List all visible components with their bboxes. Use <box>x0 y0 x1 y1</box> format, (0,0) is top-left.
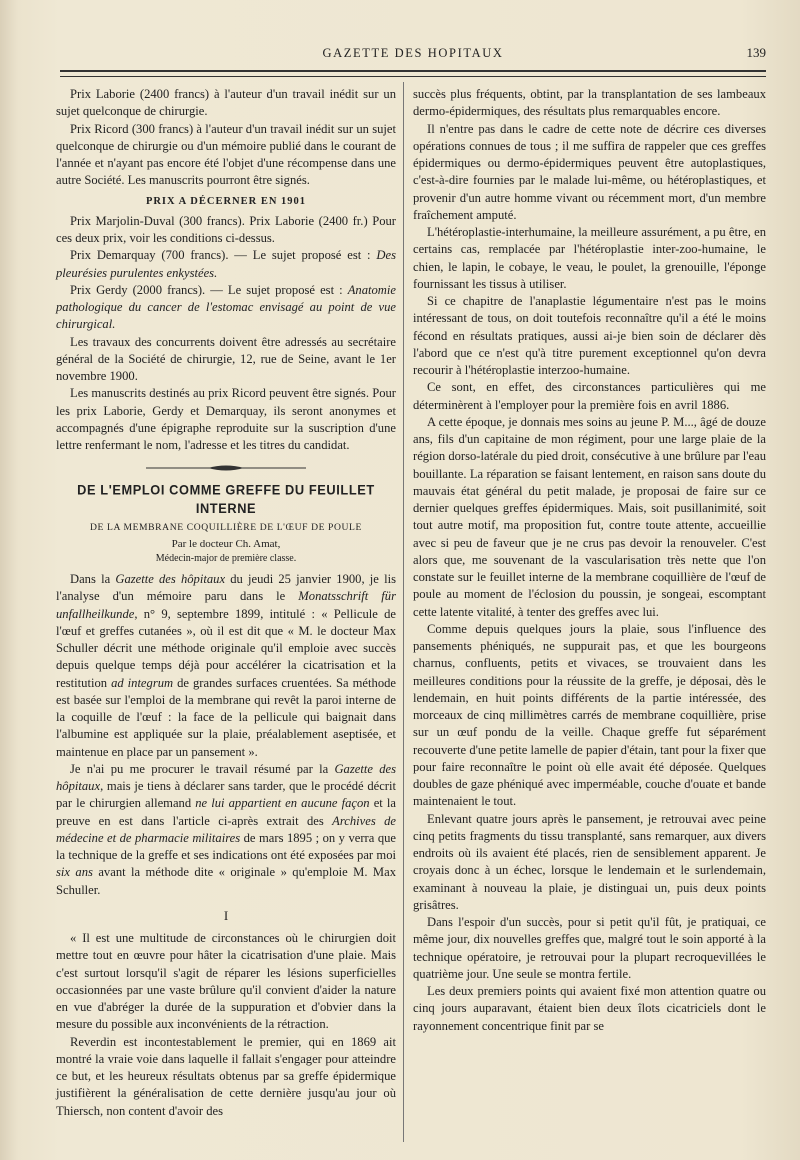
paragraph: Il n'entre pas dans le cadre de cette note de décrire ces diverses opérations connues de tous ; il me suffira de rappeler que ces greffes épidermiques ou dermo-épidermiques peuvent être autoplastiques, c'est-à-dire fournies par le malade lui-même, ou hétéroplastiques, et provenir d'un autre homme vivant ou récemment mort, d'un membre fraîchement amputé. <box>413 121 766 222</box>
paragraph: succès plus fréquents, obtint, par la transplantation de ses lambeaux dermo-épidermiques, des résultats plus remarquables encore. <box>413 87 766 119</box>
paragraph: Comme depuis quelques jours la plaie, sous l'influence des pansements phéniqués, ne suppurait pas, et que les bourgeons charnus, confluents, petits et vivaces, se trouvaient dans les meilleures conditions pour la réussite de la greffe, je déposai, dès le lendemain, en huit points différents de la partie intéressée, des morceaux de cinq millimètres carrés de membrane coquillière, prise sur un œuf pondu de la veille. Chaque greffe fut séparément recouverte d'une petite lamelle de papier d'étain, tant pour la fixer que pour faire reconnaître le point où elle avait été déposée. Quelques doubles de gaze phéniqué avec imperméable, couche d'ouate et bande maintenaient le tout. <box>413 621 766 809</box>
paragraph: Prix Demarquay (700 francs). — Le sujet proposé est : Des pleurésies purulentes enkystées. <box>56 248 396 280</box>
paragraph: Si ce chapitre de l'anaplastie légumentaire n'est pas le moins intéressant de tous, on doit toutefois reconnaître qu'il a été le moins fécond en résultats pratiques, aussi ai-je bien soin de déclarer dès l'abord que ce n'est qu'à titre purement exceptionnel qu'on devra recourir à l'hétéroplastie interzoo-humaine. <box>413 294 766 377</box>
article-byline: Par le docteur Ch. Amat, <box>171 538 281 550</box>
paragraph: Les deux premiers points qui avaient fixé mon attention quatre ou cinq jours auparavant, étaient bien deux îlots cicatriciels dont le rayonnement concentrique finit par se <box>413 984 766 1033</box>
paragraph: Les travaux des concurrents doivent être adressés au secrétaire général de la Société de chirurgie, 12, rue de Seine, avant le 1er novembre 1900. <box>56 334 396 383</box>
paragraph: L'hétéroplastie-interhumaine, la meilleure assurément, a pu être, en certains cas, remplacée par l'hétéroplastie inter-zoo-humaine, le chien, le lapin, le cobaye, le veau, le poulet, la grenouille, l'éponge fournissant les tissus à utiliser. <box>413 225 766 291</box>
paragraph: Enlevant quatre jours après le pansement, je retrouvai avec peine cinq petits fragments du tissu transplanté, sans remarquer, aux divers endroits où ils avaient été placés, rien de sensiblement apparent. Je croyais donc à un échec, lorsque le lendemain et le surlendemain, examinant à nouveau la plaie, je distinguai un, puis deux points grisâtres. <box>413 811 766 912</box>
article-title: DE L'EMPLOI COMME GREFFE DU FEUILLET INTERNE <box>77 481 375 517</box>
section-number: I <box>223 907 229 923</box>
prize-heading: PRIX A DÉCERNER EN 1901 <box>145 195 307 207</box>
page-header <box>60 44 766 66</box>
header-rule <box>60 70 766 77</box>
paragraph: Prix Gerdy (2000 francs). — Le sujet proposé est : Anatomie pathologique du cancer de l'estomac envisagé au point de vue chirurgical. <box>56 282 396 332</box>
paragraph: Je n'ai pu me procurer le travail résumé par la Gazette des hôpitaux, mais je tiens à déclarer sans tarder, que le procédé décrit par le chirurgien allemand ne lui appartient en aucune façon et la preuve en est dans l'article ci-après extrait des Archives de médecine et de pharmacie militaires de mars 1895 ; on y verra que la technique de la greffe et ses indications ont été exposées par moi six ans avant la méthode dite « originale » qu'emploie M. Max Schuller. <box>56 761 397 897</box>
paragraph: Prix Ricord (300 francs) à l'auteur d'un travail inédit sur un sujet quelconque de chirurgie ou d'un mémoire publié dans le courant de l'année et n'ayant pas encore été l'objet d'une récompense dans une autre Société. Les manuscrits pourront être signés. <box>56 121 396 188</box>
paragraph: Dans la Gazette des hôpitaux du jeudi 25 janvier 1900, je lis l'analyse d'un mémoire paru dans le Monatsschrift für unfallheilkunde, n° 9, septembre 1899, intitulé : « Pellicule de l'œuf et greffes cutanées », où il est dit que « M. le docteur Max Schuller décrit une méthode originale qu'il emploie avec succès depuis quelque temps déjà pour accélérer la cicatrisation et la restitution ad integrum de grandes surfaces cruentées. Sa méthode est basée sur l'emploi de la membrane qui revêt la paroi interne de la coquille de l'œuf : la face de la pellicule qui baignait dans l'albumine est appliquée sur la plaie, préalablement aseptisée, et maintenue en place par un pansement ». <box>56 572 397 759</box>
paragraph: Reverdin est incontestablement le premier, qui en 1869 ait montré la vraie voie dans laquelle il fallait s'engager pour atteindre ce but, et les heureux résultats obtenus par sa greffe épidermique justifièrent la généralisation de cette dernière jusqu'au jour où Thiersch, non content d'avoir des <box>56 1034 396 1118</box>
paragraph: Ce sont, en effet, des circonstances particulières qui me déterminèrent à l'employer pour la première fois en avril 1886. <box>413 380 766 412</box>
ornament-rule <box>146 464 306 472</box>
paragraph: Les manuscrits destinés au prix Ricord peuvent être signés. Pour les prix Laborie, Gerdy et Demarquay, ils seront anonymes et accompagnés d'une épigraphe reproduite sur la suscription d'une lettre renfermant le nom, l'adresse et les titres du candidat. <box>56 386 396 452</box>
article-subtitle: DE LA MEMBRANE COQUILLIÈRE DE L'ŒUF DE POULE <box>90 521 362 533</box>
page-number: 139 <box>746 45 766 60</box>
paragraph: Dans l'espoir d'un succès, pour si petit qu'il fût, je pratiquai, ce même jour, dix nouvelles greffes que, malgré tout le soin apporté à la technique opératoire, je retrouvai pour la plupart recroquevillées le quatrième jour. Une seule se montra fertile. <box>413 915 766 981</box>
running-title: GAZETTE DES HOPITAUX <box>322 46 504 60</box>
paragraph: A cette époque, je donnais mes soins au jeune P. M..., âgé de douze ans, fils d'un capitaine de mon régiment, pour une large plaie de la région dorso-latérale du pied droit, consécutive à une brûlure par l'eau bouillante. La réparation se faisant lentement, en raison sans doute du mauvais état général du petit malade, je proposai de faire sur ce dernier quelques greffes épidermiques. Mais, soit pusillanimité, soit tout autre motif, ma proposition fut, contre toute attente, accueillie avec si peu de faveur que je ne crus pas devoir la renouveler. C'est alors que, me souvenant de la vascularisation très nette que l'on constate sur le feuillet interne de la membrane coquillière de l'œuf de poule au moment de l'éclosion du poussin, je songeai, escomptant cette latente vitalité, à tenter des greffes avec lui. <box>413 414 767 619</box>
left-column <box>56 86 396 1120</box>
paragraph: Prix Marjolin-Duval (300 francs). Prix Laborie (2400 fr.) Pour ces deux prix, voir les conditions ci-dessus. <box>56 213 396 245</box>
article-byline-rank: Médecin-major de première classe. <box>155 553 297 564</box>
paragraph: « Il est une multitude de circonstances où le chirurgien doit mettre tout en œuvre pour hâter la cicatrisation d'une plaie. Mais c'est surtout lorsqu'il s'agit de réparer les lésions superficielles occasionnées par une vaste brûlure qu'il convient d'aider la nature en vue d'abréger la durée de la suppuration et d'obvier dans la mesure du possible aux inconvénients de la rétraction. <box>56 931 396 1032</box>
paragraph: Prix Laborie (2400 francs) à l'auteur d'un travail inédit sur un sujet quelconque de chirurgie. <box>56 87 396 119</box>
right-column <box>413 86 766 1035</box>
column-divider <box>403 82 404 1142</box>
